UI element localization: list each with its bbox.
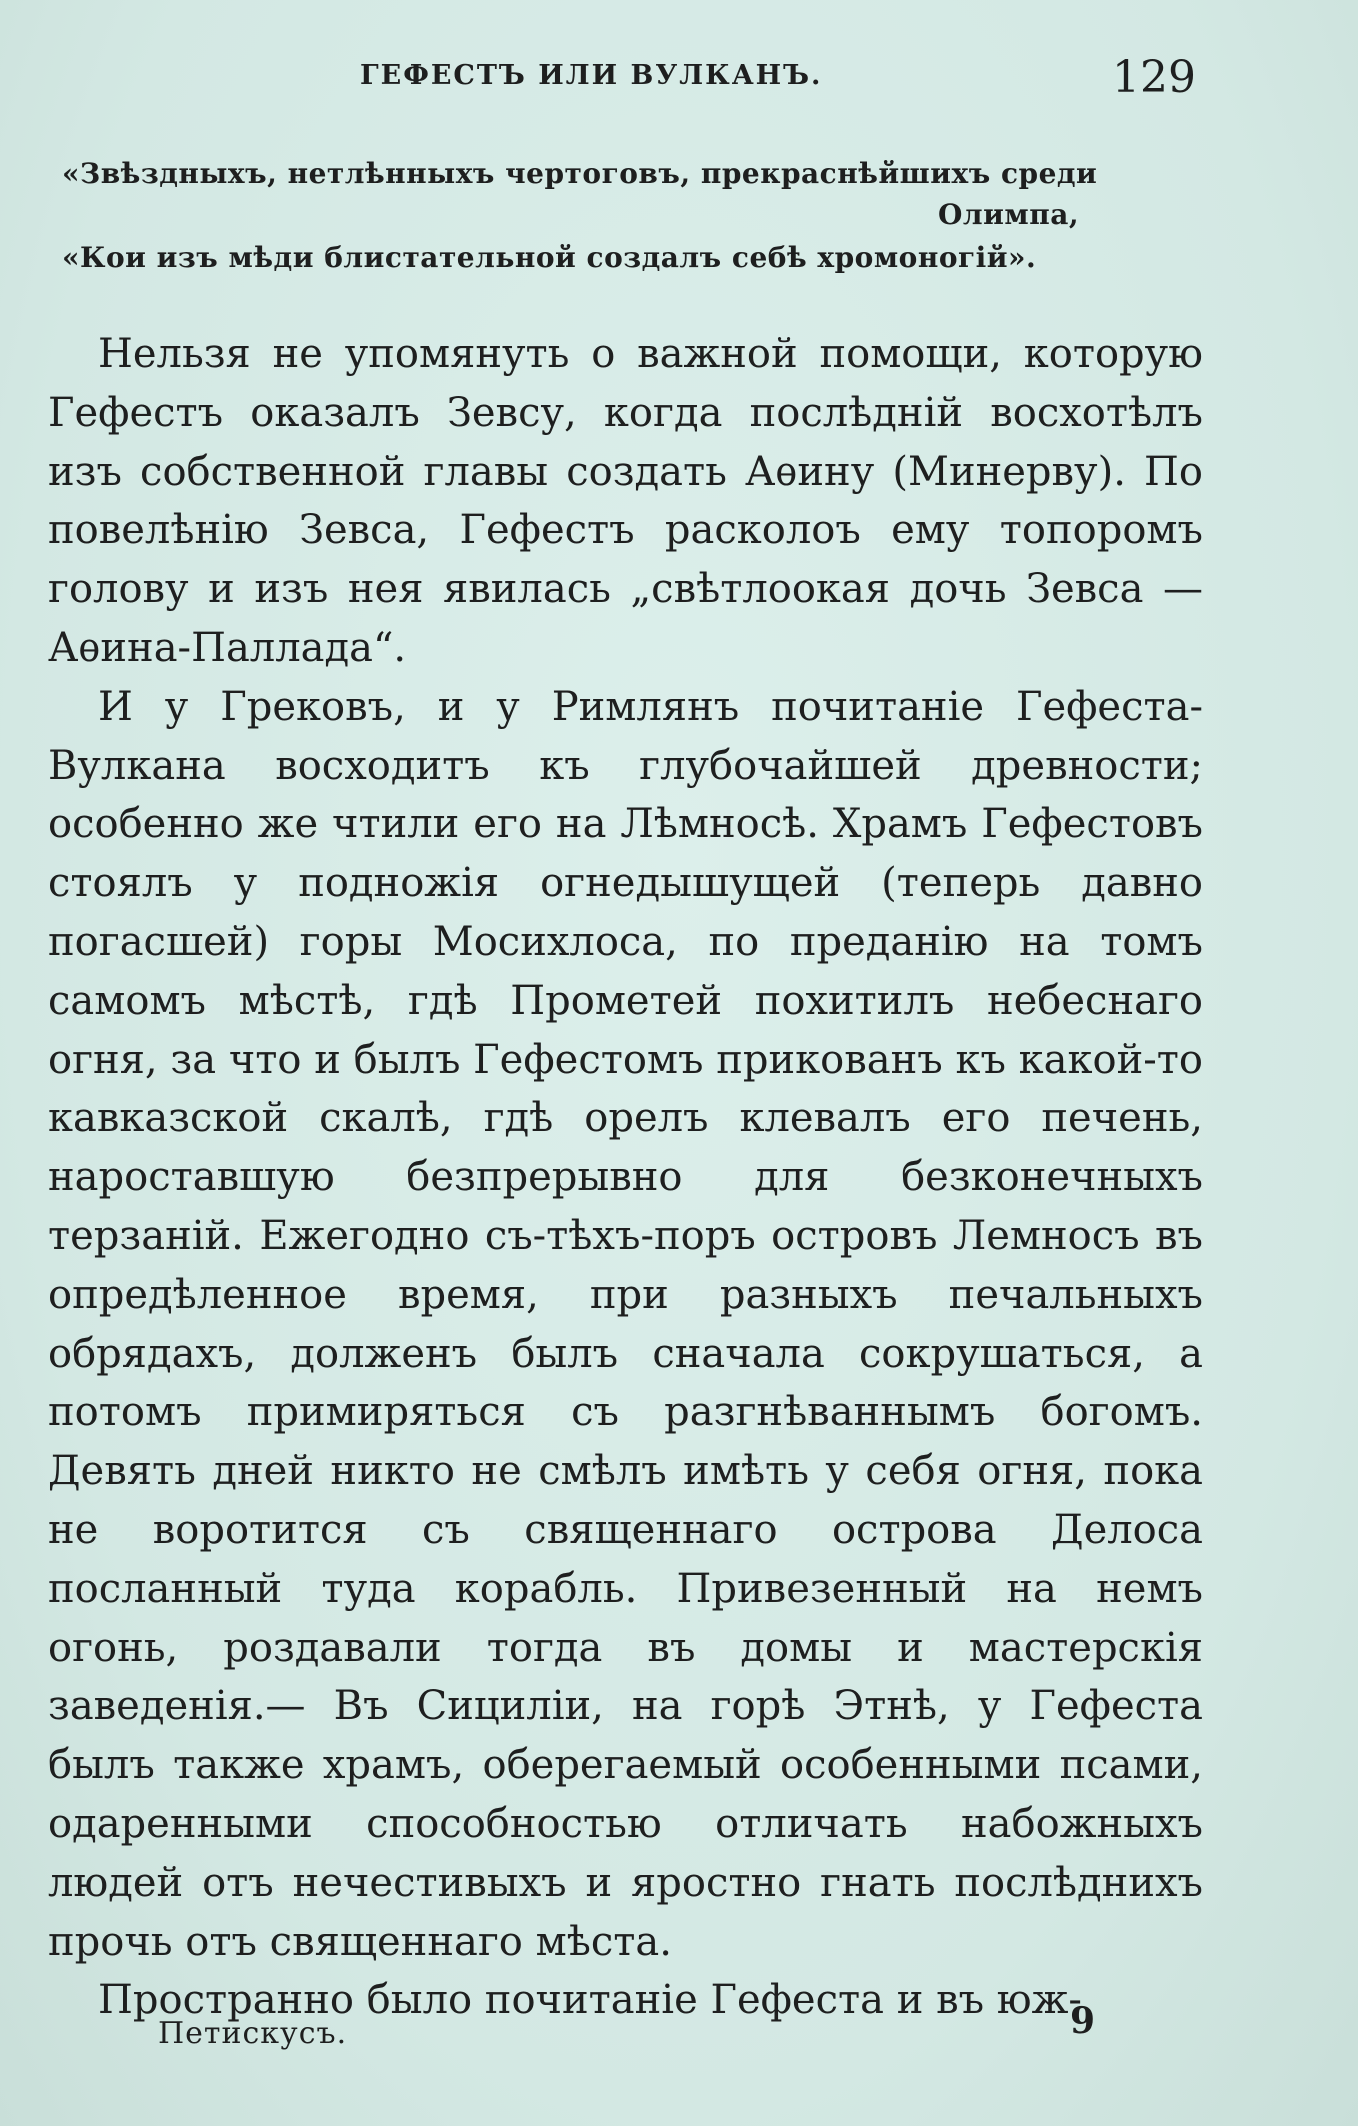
verse-line-2: Олимпа, — [938, 198, 1080, 231]
body-text — [48, 325, 1203, 2030]
sheet-number: 9 — [1070, 2000, 1096, 2042]
running-title: ГЕФЕСТЪ ИЛИ ВУЛКАНЪ. — [360, 60, 823, 91]
paragraph-2: И у Грековъ, и у Римлянъ почитаніе Гефеста-Вулкана восходитъ къ глубочайшей древности; особенно же чтили его на Лѣмносѣ. Храмъ Гефестовъ стоялъ у подножія огнедышущей (теперь давно погасшей) горы Мосихлоса, по преданію на томъ самомъ мѣстѣ, гдѣ Прометей похитилъ небеснаго огня, за что и былъ Гефестомъ прикованъ къ какой-то кавказской скалѣ, гдѣ орелъ клевалъ его печень, нароставшую безпрерывно для безконечныхъ терзаній. Ежегодно съ-тѣхъ-поръ островъ Лемносъ въ опредѣленное время, при разныхъ печальныхъ обрядахъ, долженъ былъ сначала сокрушаться, а потомъ примиряться съ разгнѣваннымъ богомъ. Девять дней никто не смѣлъ имѣть у себя огня, пока не воротится съ священнаго острова Делоса посланный туда корабль. Привезенный на немъ огонь, роздавали тогда въ домы и мастерскія заведенія.— Въ Сициліи, на горѣ Этнѣ, у Гефеста былъ также храмъ, оберегаемый особенными псами, одаренными способностью отличать набожныхъ людей отъ нечестивыхъ и яростно гнать послѣднихъ прочь отъ священнаго мѣста. — [48, 683, 1203, 1965]
signature-mark: Петискусъ. — [158, 2016, 348, 2051]
paragraph-1: Нельзя не упомянуть о важной помощи, которую Гефестъ оказалъ Зевсу, когда послѣдній восхотѣлъ изъ собственной главы создать Аѳину (Минерву). По повелѣнію Зевса, Гефестъ расколоъ ему топоромъ голову и изъ нея явилась „свѣтлоокая дочь Зевса — Аѳина-Паллада“. — [48, 331, 1203, 671]
verse-line-3: «Кои изъ мѣди блистательной создалъ себѣ хромоногій». — [62, 241, 1037, 274]
paragraph-3: Пространно было почитаніе Гефеста и въ юж- — [98, 1977, 1082, 2024]
verse-line-1: «Звѣздныхъ, нетлѣнныхъ чертоговъ, прекраснѣйшихъ среди — [62, 157, 1098, 190]
page-number: 129 — [1112, 52, 1196, 103]
